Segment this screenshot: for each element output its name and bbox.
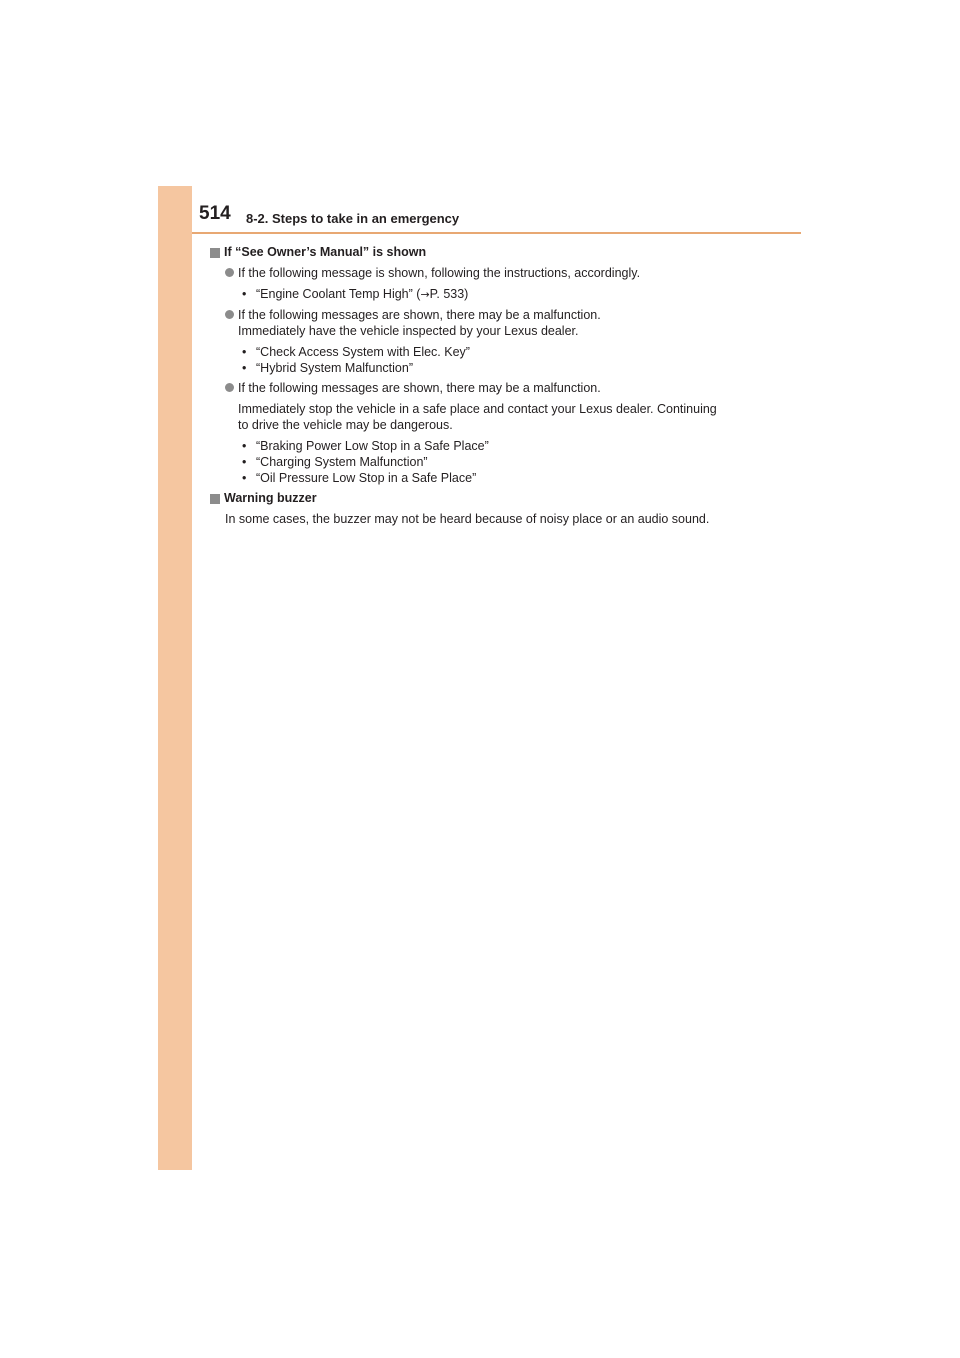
circle-bullet-icon [225,310,234,319]
square-bullet-icon [210,248,220,258]
sub-list-item [238,454,790,470]
sub-item-text: “Oil Pressure Low Stop in a Safe Place” [256,471,477,485]
sub-item-text: “Check Access System with Elec. Key” [256,345,470,359]
side-tab [158,186,192,1170]
page-number: 514 [199,203,231,224]
sub-list-item [238,470,790,486]
sub-bullet-icon: • [242,439,247,453]
paragraph-line: to drive the vehicle may be dangerous. [238,418,453,432]
square-bullet-icon [210,494,220,504]
heading-text: If “See Owner’s Manual” is shown [224,245,427,259]
header-rule [192,232,801,234]
paragraph-line: If the following message is shown, following the instructions, accordingly. [238,266,641,280]
sub-bullet-icon: • [242,471,247,485]
sub-list-item [238,438,790,454]
paragraph: In some cases, the buzzer may not be heard because of noisy place or an audio sound. [225,512,710,526]
sub-list [238,286,790,303]
sub-item-text: “Braking Power Low Stop in a Safe Place” [256,439,489,453]
sub-bullet-icon: • [242,455,247,469]
circle-bullet-icon [225,268,234,277]
sub-list [238,344,790,376]
paragraph-line: Immediately have the vehicle inspected by your Lexus dealer. [238,324,579,338]
section-see-owners-manual [210,244,790,486]
sub-list [238,438,790,486]
sub-list-item [238,344,790,360]
message-text: “Engine Coolant Temp High” ( [256,287,421,301]
sub-bullet-icon: • [242,287,247,301]
sub-list-item [238,286,790,303]
sub-bullet-icon: • [242,361,247,375]
list-item [210,380,790,486]
heading-text: Warning buzzer [224,491,317,505]
circle-bullet-icon [225,383,234,392]
arrow-right-icon: → [420,288,430,301]
sub-bullet-icon: • [242,345,247,359]
page-content [210,244,790,531]
sub-item-text [256,286,468,303]
section-heading [210,490,790,506]
sub-list-item [238,360,790,376]
section-heading [210,244,790,260]
paragraph-line: If the following messages are shown, there may be a malfunction. [238,381,601,395]
paragraph-line: Immediately stop the vehicle in a safe place and contact your Lexus dealer. Continuing [238,402,717,416]
section-title: 8-2. Steps to take in an emergency [246,211,460,226]
page-reference-link[interactable]: P. 533) [429,287,469,301]
sub-item-text: “Hybrid System Malfunction” [256,361,413,375]
sub-item-text: “Charging System Malfunction” [256,455,428,469]
list-item [210,307,790,376]
list-item [210,265,790,303]
paragraph-line: If the following messages are shown, there may be a malfunction. [238,308,601,322]
section-warning-buzzer [210,490,790,527]
